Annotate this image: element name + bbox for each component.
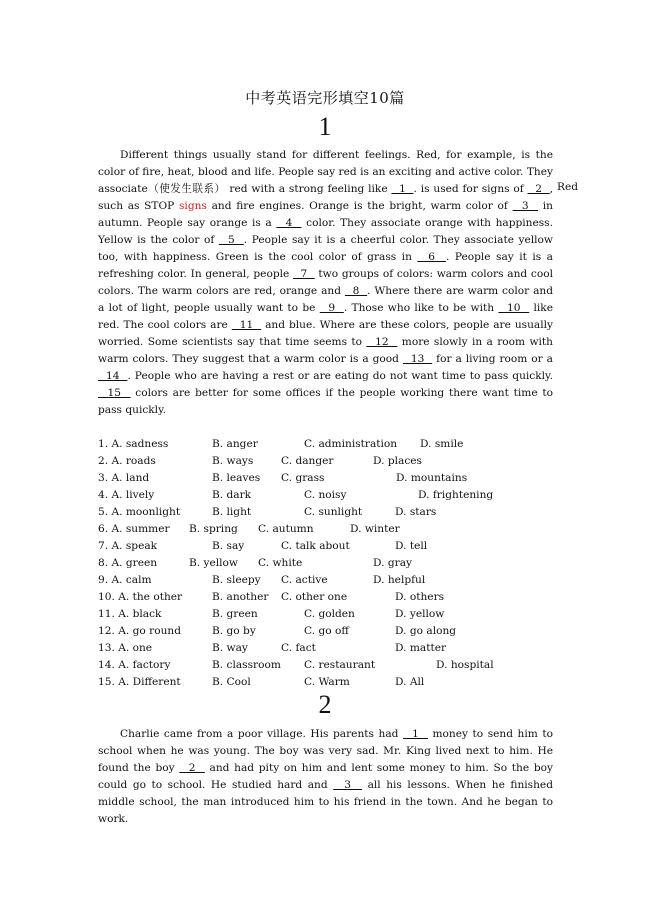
section-number-1: 1: [318, 112, 332, 141]
passage-text: like red. The cool colors are: [98, 302, 553, 331]
question-row: [98, 555, 558, 572]
option-b: B. green: [212, 608, 258, 620]
highlighted-word: signs: [179, 200, 207, 212]
answer-blank: 15: [98, 387, 131, 399]
answer-blank: 2: [179, 762, 205, 774]
question-options-1: [98, 436, 558, 691]
question-number-option-a: 6. A. summer: [98, 523, 170, 535]
passage-text: . People who are having a rest or are eating do not want time to pass quickly.: [127, 370, 553, 382]
question-row: [98, 521, 558, 538]
question-row: [98, 640, 558, 657]
option-b: B. ways: [212, 455, 254, 467]
passage-text: all his lessons. When he finished middle school, the man introduced him to his friend in the town. And he began to work.: [98, 779, 553, 825]
option-d: D. smile: [420, 438, 464, 450]
question-row: [98, 504, 558, 521]
option-b: B. classroom: [212, 659, 281, 671]
question-number-option-a: 12. A. go round: [98, 625, 181, 637]
option-b: B. Cool: [212, 676, 251, 688]
option-b: B. way: [212, 642, 248, 654]
option-d: D. hospital: [436, 659, 494, 671]
document-title: 中考英语完形填空10篇: [245, 89, 405, 107]
option-c: C. other one: [281, 591, 348, 603]
overflow-word: Red: [557, 181, 579, 193]
passage-text: money to send him to school when he was young. The boy was very sad. Mr. King lived next to him. He found the boy: [98, 728, 553, 774]
answer-blank: 7: [293, 268, 315, 280]
question-row: [98, 572, 558, 589]
option-b: B. yellow: [189, 557, 238, 569]
option-d: D. winter: [350, 523, 400, 535]
answer-blank: 1: [391, 183, 414, 195]
option-d: D. gray: [373, 557, 412, 569]
passage-text: is used for signs of: [420, 183, 528, 195]
option-d: D. tell: [395, 540, 428, 552]
passage-text: Charlie came from a poor village. His parents had: [120, 728, 403, 740]
question-number-option-a: 11. A. black: [98, 608, 162, 620]
question-number-option-a: 7. A. speak: [98, 540, 158, 552]
answer-blank: 9: [319, 302, 344, 314]
passage-text: two groups of colors: warm colors and cool colors. The warm colors are red, orange and: [98, 268, 553, 297]
question-number-option-a: 15. A. Different: [98, 676, 181, 688]
option-c: C. white: [258, 557, 303, 569]
option-d: D. others: [395, 591, 445, 603]
option-d: D. frightening: [418, 489, 494, 501]
option-d: D. All: [395, 676, 425, 688]
option-d: D. go along: [395, 625, 457, 637]
question-row: [98, 538, 558, 555]
passage-2: [98, 726, 553, 828]
answer-blank: 14: [98, 370, 128, 382]
question-number-option-a: 4. A. lively: [98, 489, 155, 501]
question-row: [98, 623, 558, 640]
option-c: C. autumn: [258, 523, 314, 535]
passage-text: . Those who like to be with: [343, 302, 499, 314]
question-number-option-a: 13. A. one: [98, 642, 153, 654]
passage-text: and blue. Where are these colors, people are usually worried. Some scientists say that time seems to: [98, 319, 553, 348]
option-b: B. another: [212, 591, 269, 603]
option-b: B. light: [212, 506, 252, 518]
option-b: B. anger: [212, 438, 258, 450]
passage-text: for a living room or a: [432, 353, 553, 365]
question-row: [98, 470, 558, 487]
question-number-option-a: 3. A. land: [98, 472, 150, 484]
option-c: C. go off: [304, 625, 349, 637]
option-c: C. fact: [281, 642, 316, 654]
answer-blank: 6: [417, 251, 446, 263]
question-row: [98, 453, 558, 470]
answer-blank: 13: [402, 353, 433, 365]
option-c: C. Warm: [304, 676, 350, 688]
option-c: C. restaurant: [304, 659, 376, 671]
passage-text: color. They associate orange with happiness. Yellow is the color of: [98, 217, 553, 246]
question-number-option-a: 8. A. green: [98, 557, 158, 569]
answer-blank: 11: [231, 319, 262, 331]
option-d: D. helpful: [373, 574, 426, 586]
option-d: D. places: [373, 455, 422, 467]
passage-text: .: [413, 183, 421, 195]
passage-text: , such as STOP: [98, 183, 553, 212]
option-b: B. say: [212, 540, 245, 552]
option-b: B. sleepy: [212, 574, 261, 586]
question-row: [98, 589, 558, 606]
question-row: [98, 436, 558, 453]
section-number-2: 2: [318, 690, 332, 719]
answer-blank: 2: [527, 183, 550, 195]
question-number-option-a: 1. A. sadness: [98, 438, 169, 450]
option-c: C. grass: [281, 472, 325, 484]
option-c: C. talk about: [281, 540, 350, 552]
passage-1: [98, 147, 553, 419]
question-row: [98, 674, 558, 691]
passage-text: . People say it is a cheerful color. They associate yellow too, with happiness. Green is the cool color of grass in: [98, 234, 553, 263]
option-c: C. noisy: [304, 489, 347, 501]
answer-blank: 8: [344, 285, 368, 297]
question-row: [98, 487, 558, 504]
answer-blank: 10: [498, 302, 530, 314]
passage-text: . Where there are warm color and a lot of light, people usually want to be: [98, 285, 553, 314]
option-c: C. administration: [304, 438, 398, 450]
passage-text: colors are better for some offices if the people working there want time to pass quickly.: [98, 387, 553, 416]
question-number-option-a: 2. A. roads: [98, 455, 156, 467]
option-c: C. danger: [281, 455, 334, 467]
option-c: C. active: [281, 574, 328, 586]
answer-blank: 4: [276, 217, 302, 229]
answer-blank: 1: [402, 728, 428, 740]
question-number-option-a: 5. A. moonlight: [98, 506, 181, 518]
option-d: D. matter: [395, 642, 447, 654]
option-b: B. dark: [212, 489, 252, 501]
option-b: B. spring: [189, 523, 238, 535]
passage-text: Different things usually stand for different feelings. Red, for example, is the color of fire, heat, blood and life. People say red is an exciting and active color. They associate（使发生联系） red with a strong feeling like: [98, 149, 553, 195]
answer-blank: 3: [333, 779, 363, 791]
answer-blank: 5: [218, 234, 244, 246]
option-b: B. leaves: [212, 472, 261, 484]
question-row: [98, 657, 558, 674]
passage-text: in autumn. People say orange is a: [98, 200, 553, 229]
option-d: D. stars: [395, 506, 437, 518]
passage-text: more slowly in a room with warm colors. They suggest that a warm color is a good: [98, 336, 554, 365]
option-d: D. yellow: [395, 608, 445, 620]
question-number-option-a: 9. A. calm: [98, 574, 152, 586]
passage-text: and had pity on him and lent some money to him. So the boy could go to school. He studied hard and: [98, 762, 553, 791]
question-number-option-a: 14. A. factory: [98, 659, 171, 671]
answer-blank: 12: [366, 336, 398, 348]
option-c: C. golden: [304, 608, 355, 620]
passage-text: and fire engines. Orange is the bright, warm color of: [206, 200, 513, 212]
question-row: [98, 606, 558, 623]
option-b: B. go by: [212, 625, 256, 637]
answer-blank: 3: [512, 200, 539, 212]
option-d: D. mountains: [396, 472, 468, 484]
question-number-option-a: 10. A. the other: [98, 591, 183, 603]
option-c: C. sunlight: [304, 506, 363, 518]
passage-text: . People say it is a refreshing color. In general, people: [98, 251, 553, 280]
